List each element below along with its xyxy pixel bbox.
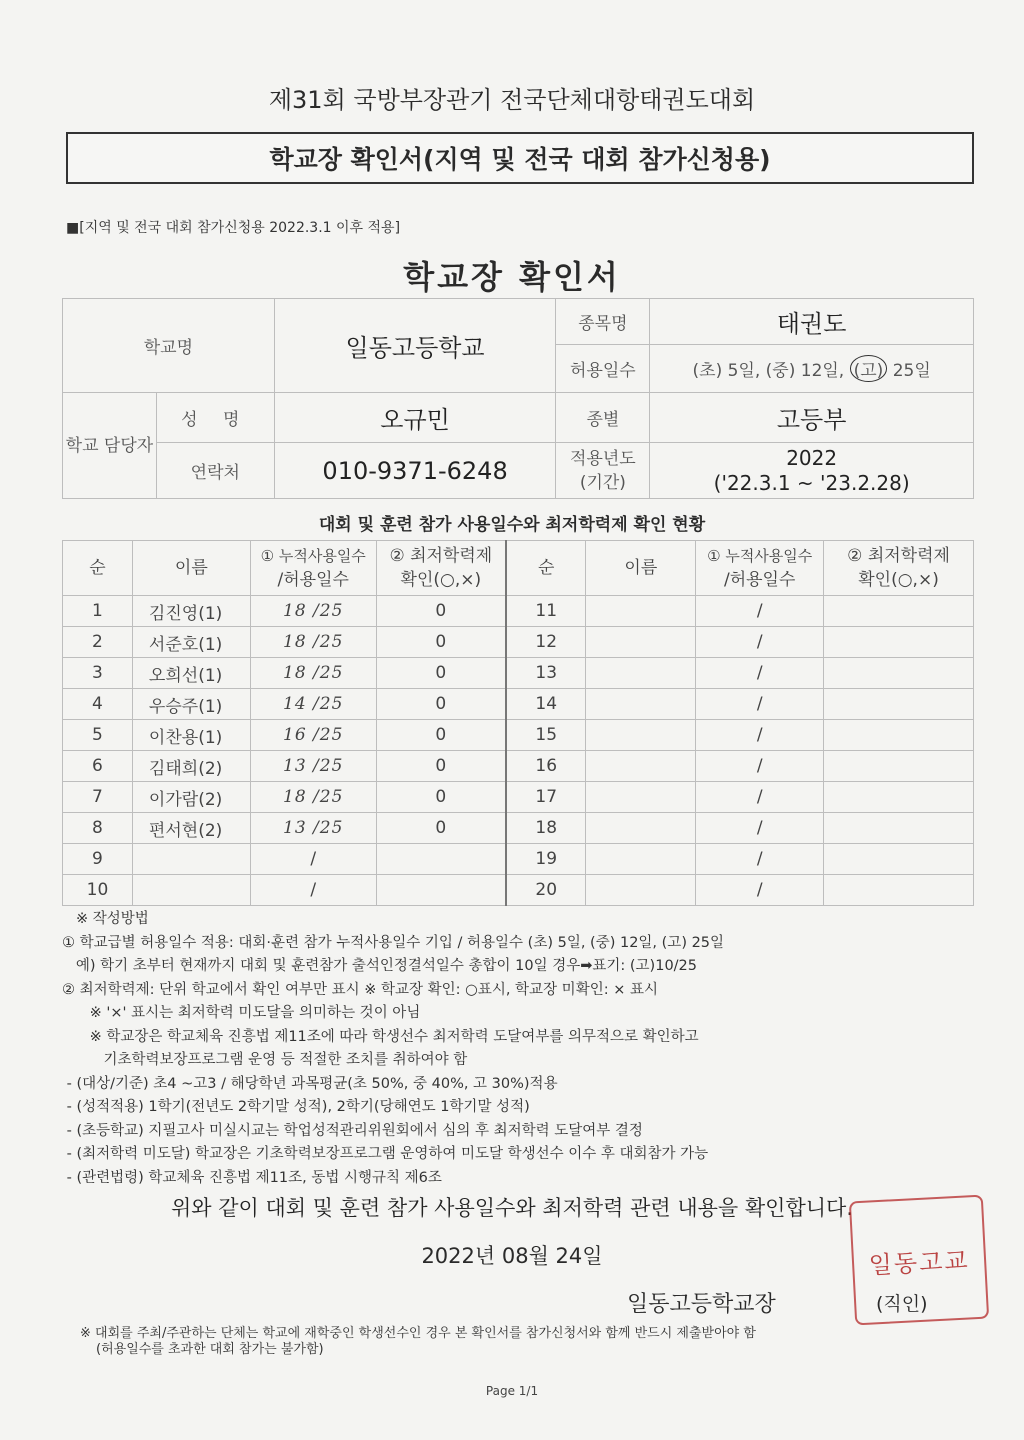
instruction-line: 기초학력보장프로그램 운영 등 적절한 조치를 취하여야 함 [62, 1052, 468, 1068]
row-days: 18 /25 [250, 782, 376, 813]
table-row [63, 844, 974, 875]
row-days-2: / [696, 627, 824, 658]
principal-name: 일동고등학교장 [627, 1292, 776, 1317]
row-name: 김진영(1) [132, 596, 250, 627]
row-days: 13 /25 [250, 813, 376, 844]
row-name: 서준호(1) [132, 627, 250, 658]
table-header-row [63, 541, 974, 596]
row-check-2 [824, 751, 974, 782]
row-check-2 [824, 844, 974, 875]
row-days-2: / [696, 720, 824, 751]
row-no-2: 15 [506, 720, 586, 751]
sport-value: 태권도 [650, 299, 974, 345]
row-days: 14 /25 [250, 689, 376, 720]
document-type-title: 학교장 확인서(지역 및 전국 대회 참가신청용) [269, 145, 771, 174]
row-name-2 [586, 844, 696, 875]
row-check: 0 [376, 658, 506, 689]
row-days: 18 /25 [250, 658, 376, 689]
document-type-box [66, 132, 974, 184]
row-no: 2 [63, 627, 133, 658]
row-check-2 [824, 720, 974, 751]
row-check: 0 [376, 596, 506, 627]
row-check: 0 [376, 782, 506, 813]
manager-label: 학교 담당자 [63, 393, 157, 499]
table-row [63, 875, 974, 906]
row-no-2: 11 [506, 596, 586, 627]
table-row [63, 751, 974, 782]
year-value [650, 443, 974, 499]
allowed-days-post: 25일 [887, 361, 931, 381]
instruction-line: ※ '×' 표시는 최저학력 미도달을 의미하는 것이 아님 [62, 1005, 421, 1021]
row-check: 0 [376, 720, 506, 751]
instructions [62, 908, 972, 1190]
row-no-2: 13 [506, 658, 586, 689]
row-days-2: / [696, 689, 824, 720]
instruction-line: - (관련법령) 학교체육 진흥법 제11조, 동법 시행규칙 제6조 [62, 1169, 442, 1186]
row-no-2: 12 [506, 627, 586, 658]
row-name-2 [586, 658, 696, 689]
row-days: / [250, 844, 376, 875]
name-label: 성 명 [156, 393, 274, 443]
row-check-2 [824, 658, 974, 689]
header-name-2: 이름 [586, 541, 696, 596]
row-name-2 [586, 751, 696, 782]
row-name-2 [586, 596, 696, 627]
footnote-line2: (허용일수를 초과한 대회 참가는 불가함) [96, 1342, 324, 1357]
row-days: / [250, 875, 376, 906]
row-name-2 [586, 813, 696, 844]
instruction-line: ① 학교급별 허용일수 적용: 대회·훈련 참가 누적사용일수 기입 / 허용일수 (초) 5일, (중) 12일, (고) 25일 [62, 934, 725, 951]
allowed-days-circled: (고) [850, 355, 888, 382]
row-days-2: / [696, 596, 824, 627]
table-row [63, 627, 974, 658]
row-check-2 [824, 875, 974, 906]
row-days: 18 /25 [250, 596, 376, 627]
row-no-2: 17 [506, 782, 586, 813]
table-row [63, 689, 974, 720]
allowed-days-value [650, 345, 974, 393]
instruction-line: 예) 학기 초부터 현재까지 대회 및 훈련참가 출석인정결석일수 총합이 10일 경우➡표기: (고)10/25 [62, 958, 698, 974]
header-days-line1: ① 누적사용일수 [260, 547, 366, 565]
division-label: 종별 [556, 393, 650, 443]
row-no-2: 19 [506, 844, 586, 875]
row-check-2 [824, 627, 974, 658]
row-days-2: / [696, 813, 824, 844]
row-name: 이가람(2) [132, 782, 250, 813]
footnote-line1: ※ 대회를 주최/주관하는 단체는 학교에 재학중인 학생선수인 경우 본 확인서를 참가신청서와 함께 반드시 제출받아야 함 [80, 1326, 756, 1341]
row-name [132, 875, 250, 906]
row-no: 3 [63, 658, 133, 689]
school-name-label: 학교명 [63, 299, 275, 393]
name-value: 오규민 [274, 393, 556, 443]
header-days-2 [696, 541, 824, 596]
table-row [63, 658, 974, 689]
row-check: 0 [376, 627, 506, 658]
contact-value: 010-9371-6248 [274, 443, 556, 499]
athlete-table [62, 540, 974, 906]
row-no: 1 [63, 596, 133, 627]
apply-note: ■[지역 및 전국 대회 참가신청용 2022.3.1 이후 적용] [66, 220, 401, 236]
row-check-2 [824, 813, 974, 844]
row-no-2: 14 [506, 689, 586, 720]
instruction-line: - (대상/기준) 초4 ~고3 / 해당학년 과목평균(초 50%, 중 40%, 고 30%)적용 [62, 1075, 558, 1092]
row-name-2 [586, 875, 696, 906]
division-value: 고등부 [650, 393, 974, 443]
row-days-2: / [696, 844, 824, 875]
table-row [63, 782, 974, 813]
row-name-2 [586, 782, 696, 813]
contact-label: 연락처 [156, 443, 274, 499]
row-name-2 [586, 689, 696, 720]
row-name [132, 844, 250, 875]
row-no-2: 20 [506, 875, 586, 906]
row-name: 이찬용(1) [132, 720, 250, 751]
sport-label: 종목명 [556, 299, 650, 345]
row-check: 0 [376, 689, 506, 720]
header-days-2-line2: /허용일수 [723, 570, 796, 590]
footnote [80, 1326, 960, 1358]
row-days: 16 /25 [250, 720, 376, 751]
header-acad-line2: 확인(○,×) [400, 570, 482, 590]
row-name: 우승주(1) [132, 689, 250, 720]
instructions-heading: ※ 작성방법 [76, 911, 149, 927]
page-number: Page 1/1 [485, 1384, 539, 1398]
info-table [62, 298, 974, 499]
allowed-days-label: 허용일수 [556, 345, 650, 393]
row-no-2: 16 [506, 751, 586, 782]
year-label: 적용년도 (기간) [556, 443, 650, 499]
instruction-line: ② 최저학력제: 단위 학교에서 확인 여부만 표시 ※ 학교장 확인: ○표시, 학교장 미확인: × 표시 [62, 981, 658, 998]
row-check-2 [824, 689, 974, 720]
header-days-2-line1: ① 누적사용일수 [707, 547, 813, 565]
event-title: 제31회 국방부장관기 전국단체대항태권도대회 [268, 86, 756, 114]
period-text: ('22.3.1 ~ '23.2.28) [713, 470, 910, 495]
row-name: 편서현(2) [132, 813, 250, 844]
row-check [376, 875, 506, 906]
row-check: 0 [376, 751, 506, 782]
row-check-2 [824, 596, 974, 627]
issue-date: 2022년 08월 24일 [421, 1244, 603, 1268]
instruction-line: - (초등학교) 지필고사 미실시교는 학업성적관리위원회에서 심의 후 최저학력 도달여부 결정 [62, 1122, 643, 1139]
section-title: 대회 및 훈련 참가 사용일수와 최저학력제 확인 현황 [318, 515, 706, 535]
confirm-statement: 위와 같이 대회 및 훈련 참가 사용일수와 최저학력 관련 내용을 확인합니다. [170, 1196, 853, 1220]
header-acad [376, 541, 506, 596]
row-days: 13 /25 [250, 751, 376, 782]
row-days-2: / [696, 875, 824, 906]
row-no: 4 [63, 689, 133, 720]
row-check: 0 [376, 813, 506, 844]
header-acad-2 [824, 541, 974, 596]
row-no: 5 [63, 720, 133, 751]
instruction-line: - (성적적용) 1학기(전년도 2학기말 성적), 2학기(당해연도 1학기말 성적) [62, 1099, 530, 1115]
year-text: 2022 [786, 445, 838, 470]
header-no: 순 [63, 541, 133, 596]
row-no: 6 [63, 751, 133, 782]
header-acad-line1: ② 최저학력제 [389, 546, 493, 566]
row-days: 18 /25 [250, 627, 376, 658]
instruction-line: - (최저학력 미도달) 학교장은 기초학력보장프로그램 운영하여 미도달 학생선수 이수 후 대회참가 가능 [62, 1146, 709, 1162]
row-name: 오희선(1) [132, 658, 250, 689]
header-days [250, 541, 376, 596]
table-row [63, 813, 974, 844]
row-check-2 [824, 782, 974, 813]
table-row [63, 596, 974, 627]
row-name: 김태희(2) [132, 751, 250, 782]
seal-label: (직인) [876, 1293, 928, 1315]
header-days-line2: /허용일수 [277, 570, 349, 590]
instruction-line: ※ 학교장은 학교체육 진흥법 제11조에 따라 학생선수 최저학력 도달여부를 의무적으로 확인하고 [62, 1028, 699, 1045]
header-name: 이름 [132, 541, 250, 596]
header-acad-2-line2: 확인(○,×) [858, 570, 939, 590]
row-no: 7 [63, 782, 133, 813]
allowed-days-pre: (초) 5일, (중) 12일, [692, 361, 850, 381]
page-title: 학교장 확인서 [403, 258, 621, 296]
header-no-2: 순 [506, 541, 586, 596]
row-days-2: / [696, 658, 824, 689]
official-seal: 일동고교 [849, 1195, 989, 1326]
row-name-2 [586, 720, 696, 751]
row-no-2: 18 [506, 813, 586, 844]
row-days-2: / [696, 782, 824, 813]
row-days-2: / [696, 751, 824, 782]
row-check [376, 844, 506, 875]
row-no: 10 [63, 875, 133, 906]
header-acad-2-line1: ② 최저학력제 [847, 546, 950, 566]
row-name-2 [586, 627, 696, 658]
row-no: 9 [63, 844, 133, 875]
row-no: 8 [63, 813, 133, 844]
table-row [63, 720, 974, 751]
school-name-value: 일동고등학교 [274, 299, 556, 393]
